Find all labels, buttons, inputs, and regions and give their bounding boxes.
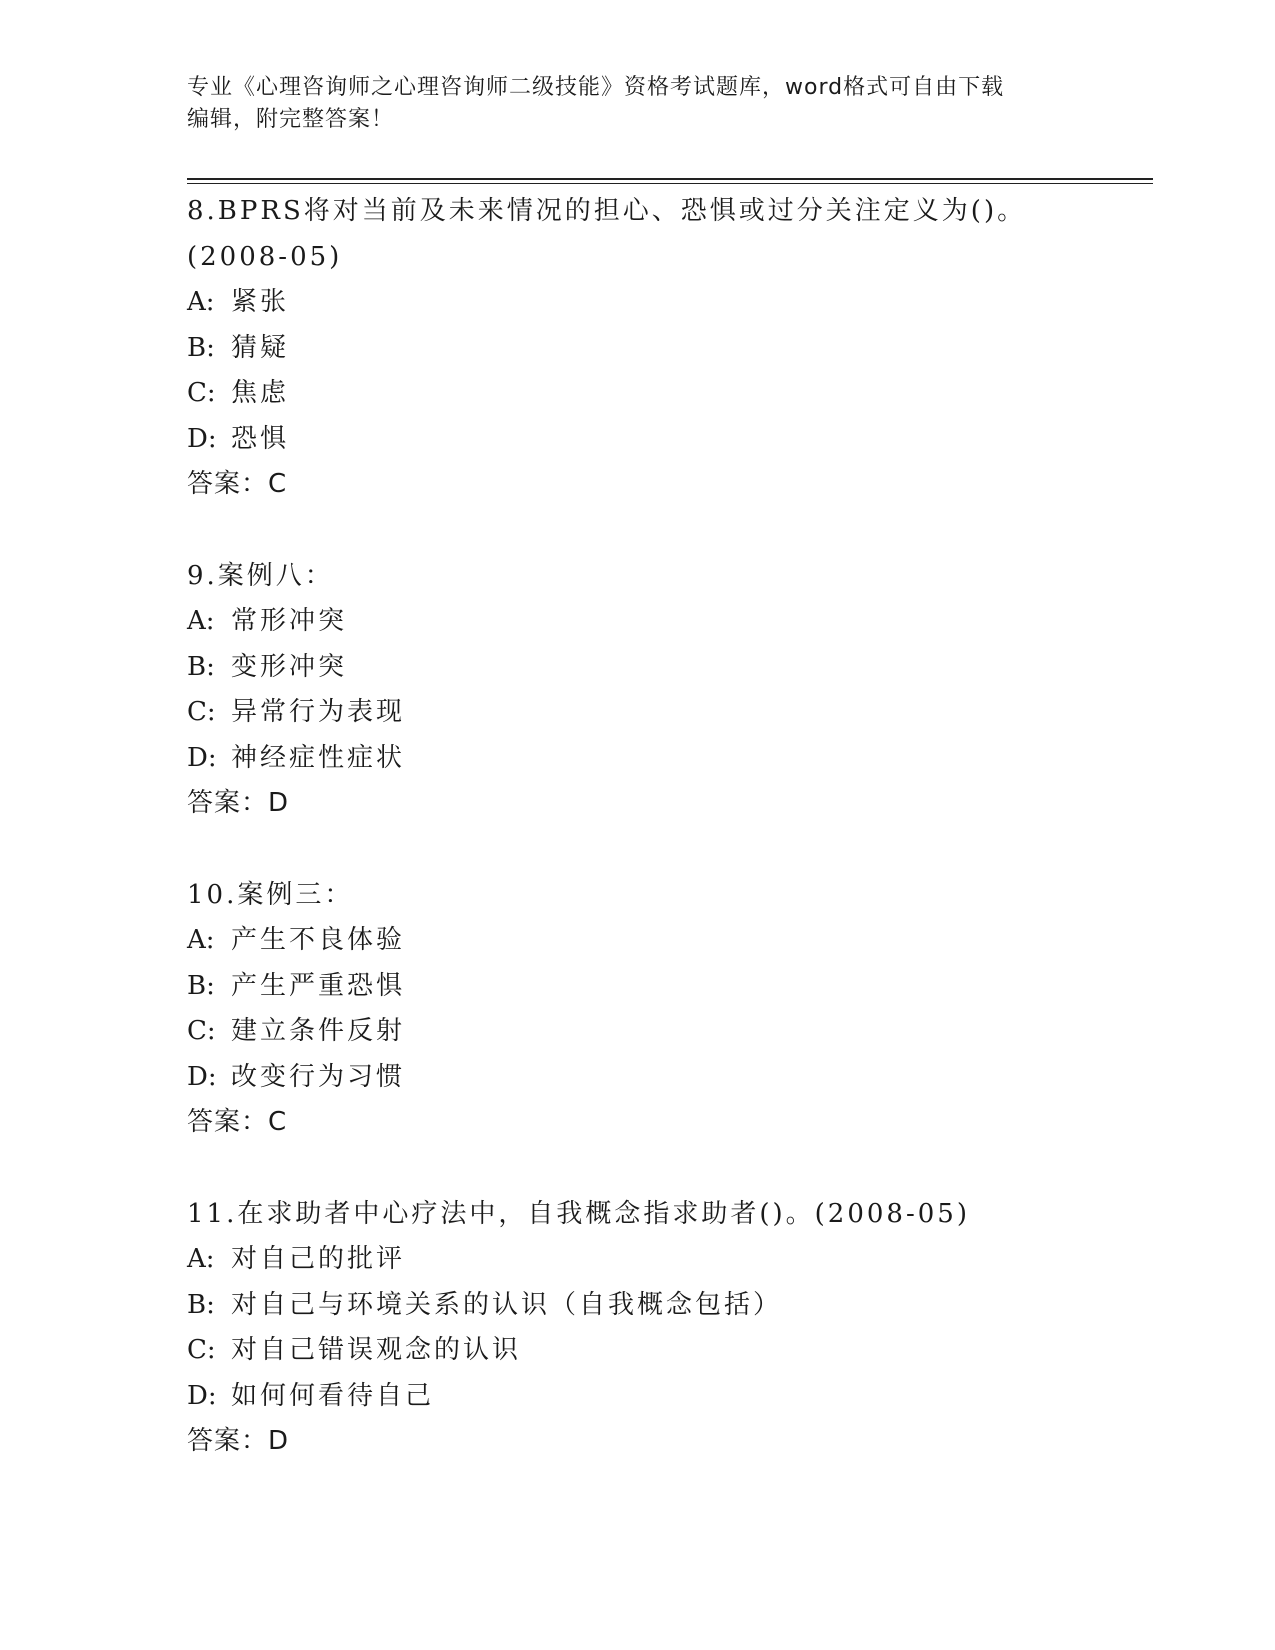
option-text: 神经症性症状 bbox=[231, 742, 406, 773]
option-text: 变形冲突 bbox=[231, 651, 348, 682]
option-c bbox=[187, 1009, 1153, 1055]
option-letter: B: bbox=[187, 332, 215, 363]
answer: 答案：D bbox=[187, 1426, 290, 1456]
question-11 bbox=[187, 1192, 1153, 1465]
option-letter: C: bbox=[187, 1016, 216, 1046]
option-letter: C: bbox=[187, 697, 216, 727]
option-a bbox=[187, 1237, 1153, 1283]
option-letter: A: bbox=[187, 606, 215, 636]
option-letter: B: bbox=[187, 1289, 215, 1320]
answer: 答案：C bbox=[187, 469, 288, 499]
option-d bbox=[187, 417, 1153, 463]
question-list bbox=[187, 189, 1153, 1511]
option-text: 建立条件反射 bbox=[231, 1016, 406, 1046]
option-text: 异常行为表现 bbox=[231, 697, 406, 727]
option-b bbox=[187, 1283, 1153, 1329]
option-a bbox=[187, 918, 1153, 964]
option-letter: D: bbox=[187, 1061, 217, 1092]
header-line-1: 专业《心理咨询师之心理咨询师二级技能》资格考试题库，word格式可自由下载 bbox=[187, 75, 1005, 100]
option-text: 产生不良体验 bbox=[231, 925, 406, 955]
option-text: 恐惧 bbox=[231, 423, 290, 454]
question-stem: 8.BPRS将对当前及未来情况的担心、恐惧或过分关注定义为()。 bbox=[187, 196, 1027, 226]
option-letter: A: bbox=[187, 1244, 215, 1274]
option-letter: A: bbox=[187, 287, 215, 317]
option-text: 对自己的批评 bbox=[231, 1244, 406, 1274]
option-letter: B: bbox=[187, 651, 215, 682]
option-letter: A: bbox=[187, 925, 215, 955]
option-c bbox=[187, 690, 1153, 736]
option-d bbox=[187, 736, 1153, 782]
option-d bbox=[187, 1055, 1153, 1101]
option-text: 对自己与环境关系的认识（自我概念包括） bbox=[231, 1289, 783, 1320]
option-a bbox=[187, 280, 1153, 326]
option-text: 焦虑 bbox=[231, 378, 290, 408]
option-text: 对自己错误观念的认识 bbox=[231, 1335, 522, 1365]
option-letter: B: bbox=[187, 970, 215, 1001]
option-c bbox=[187, 371, 1153, 417]
option-text: 猜疑 bbox=[231, 332, 290, 363]
question-8 bbox=[187, 189, 1153, 508]
option-letter: C: bbox=[187, 378, 216, 408]
question-10 bbox=[187, 873, 1153, 1146]
document-header bbox=[187, 72, 1087, 136]
answer: 答案：D bbox=[187, 788, 290, 818]
question-stem: 10.案例三： bbox=[187, 879, 354, 910]
option-a bbox=[187, 599, 1153, 645]
question-stem: 11.在求助者中心疗法中，自我概念指求助者()。(2008-05) bbox=[187, 1198, 970, 1229]
option-b bbox=[187, 964, 1153, 1010]
option-d bbox=[187, 1374, 1153, 1420]
option-letter: D: bbox=[187, 742, 217, 773]
header-line-2: 编辑，附完整答案！ bbox=[187, 107, 395, 132]
option-text: 改变行为习惯 bbox=[231, 1061, 406, 1092]
option-letter: D: bbox=[187, 423, 217, 454]
option-text: 紧张 bbox=[231, 287, 290, 317]
option-text: 产生严重恐惧 bbox=[231, 970, 406, 1001]
question-stem: 9.案例八： bbox=[187, 560, 334, 591]
option-letter: D: bbox=[187, 1380, 217, 1411]
header-divider-thin bbox=[187, 183, 1153, 184]
option-text: 常形冲突 bbox=[231, 606, 348, 636]
option-b bbox=[187, 645, 1153, 691]
option-text: 如何何看待自己 bbox=[231, 1380, 435, 1411]
question-stem-continued: (2008-05) bbox=[187, 241, 343, 272]
option-letter: C: bbox=[187, 1335, 216, 1365]
option-c bbox=[187, 1328, 1153, 1374]
answer: 答案：C bbox=[187, 1107, 288, 1137]
header-divider-thick bbox=[187, 178, 1153, 180]
question-9 bbox=[187, 554, 1153, 827]
option-b bbox=[187, 326, 1153, 372]
